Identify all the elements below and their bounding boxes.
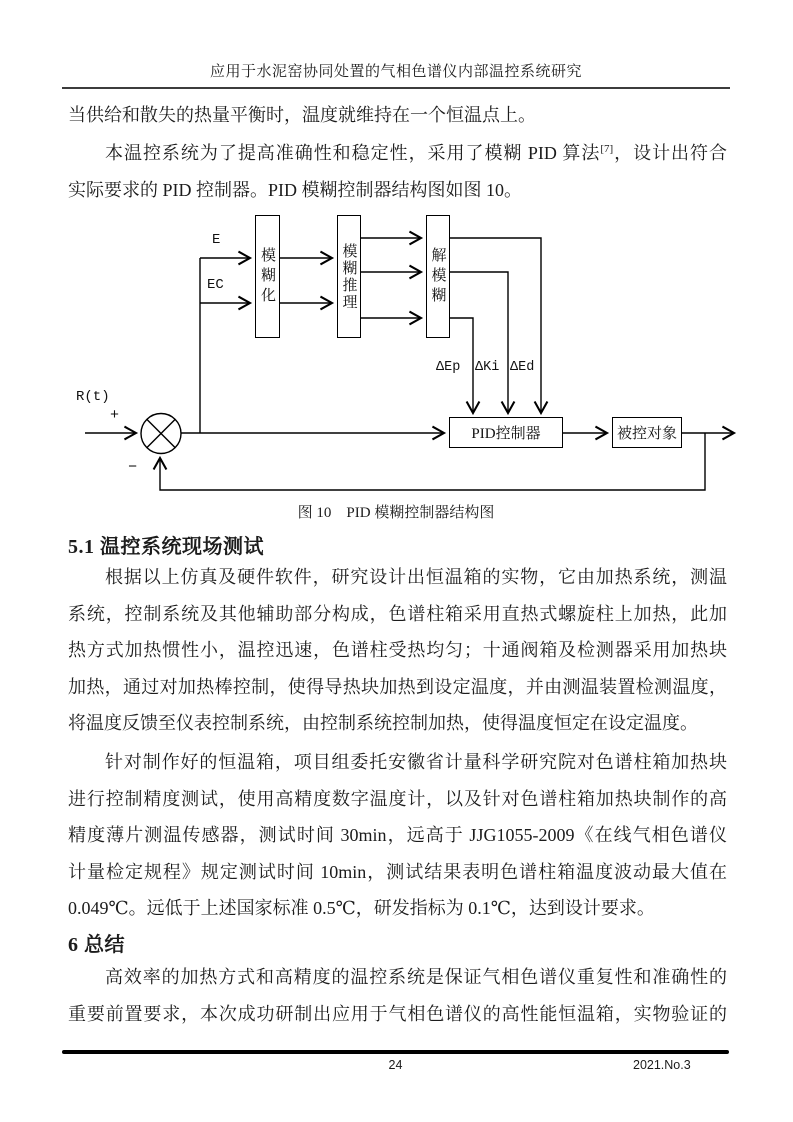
paragraph-intro-2 [68,135,727,208]
text-line: 进行控制精度测试，使用高精度数字温度计，以及针对色谱柱箱加热块制作的高 [68,788,727,809]
figure-fuzzy-pid-diagram [0,210,793,502]
text-line: 针对制作好的恒温箱，项目组委托安徽省计量科学研究院对色谱柱箱加热块 [105,752,727,772]
text-line: 重要前置要求，本次成功研制出应用于气相色谱仪的高性能恒温箱，实物验证的 [68,1003,727,1024]
section-heading-6: 6 总结 [68,934,125,956]
text-line: 加热，通过对加热棒控制，使得导热块加热到设定温度，并由测温装置检测温度， [68,676,727,697]
text-line: 根据以上仿真及硬件软件，研究设计出恒温箱的实物，它由加热系统，测温 [105,567,727,587]
footer-page-number: 24 [388,1058,403,1072]
footer-issue-label: 2021.No.3 [633,1058,691,1072]
text-line: 计量检定规程》规定测试时间 10min，测试结果表明色谱柱箱温度波动最大值在 [68,861,727,882]
sign-minus: − [128,459,138,476]
paragraph-intro-1 [68,97,727,134]
text-line: 0.049℃。远低于上述国家标准 0.5℃，研发指标为 0.1℃，达到设计要求。 [68,898,655,918]
text-line: 高效率的加热方式和高精度的温控系统是保证气相色谱仪重复性和准确性的 [105,967,727,987]
footer-rule [62,1050,729,1054]
text-line: 系统，控制系统及其他辅助部分构成，色谱柱箱采用直热式螺旋柱上加热，此加 [68,603,727,624]
signal-label-delta-ep: ΔEp [436,360,461,375]
sign-plus: + [110,407,120,424]
paragraph-5-1-b [68,744,727,927]
text-line: 当供给和散失的热量平衡时，温度就维持在一个恒温点上。 [68,105,536,125]
paragraph-5-1-a [68,559,727,742]
block-controlled-object: 被控对象 [612,417,682,448]
running-header-title: 应用于水泥窑协同处置的气相色谱仪内部温控系统研究 [209,64,582,80]
block-pid-controller: PID控制器 [449,417,563,448]
text-line: 本温控系统为了提高准确性和稳定性，采用了模糊 PID 算法[7]，设计出符合 [105,143,727,163]
block-fuzzy-inference: 模糊推理 [337,215,361,338]
text-line: 实际要求的 PID 控制器。PID 模糊控制器结构图如图 10。 [68,179,523,200]
block-fuzzification: 模糊化 [255,215,280,338]
text-line: 精度薄片测温传感器，测试时间 30min，远高于 JJG1055-2009《在线气相色谱仪 [68,825,727,845]
signal-label-ec: EC [207,277,224,293]
figure-caption: 图 10 PID 模糊控制器结构图 [297,505,495,521]
signal-label-delta-ki: ΔKi [475,360,500,375]
signal-label-rt: R(t) [76,389,110,405]
paragraph-6-a [68,959,727,1032]
signal-label-delta-ed: ΔEd [510,360,535,375]
block-defuzzification: 解模糊 [426,215,450,338]
text-line: 将温度反馈至仪表控制系统，由控制系统控制加热，使得温度恒定在设定温度。 [68,713,698,733]
text-line: 热方式加热惯性小，温控迅速，色谱柱受热均匀；十通阀箱及检测器采用加热块 [68,640,727,660]
header-rule [62,87,730,89]
signal-label-e: E [212,232,221,248]
citation-ref: [7] [600,143,614,155]
section-heading-5-1: 5.1 温控系统现场测试 [68,536,264,558]
diagram-lines [0,210,793,502]
